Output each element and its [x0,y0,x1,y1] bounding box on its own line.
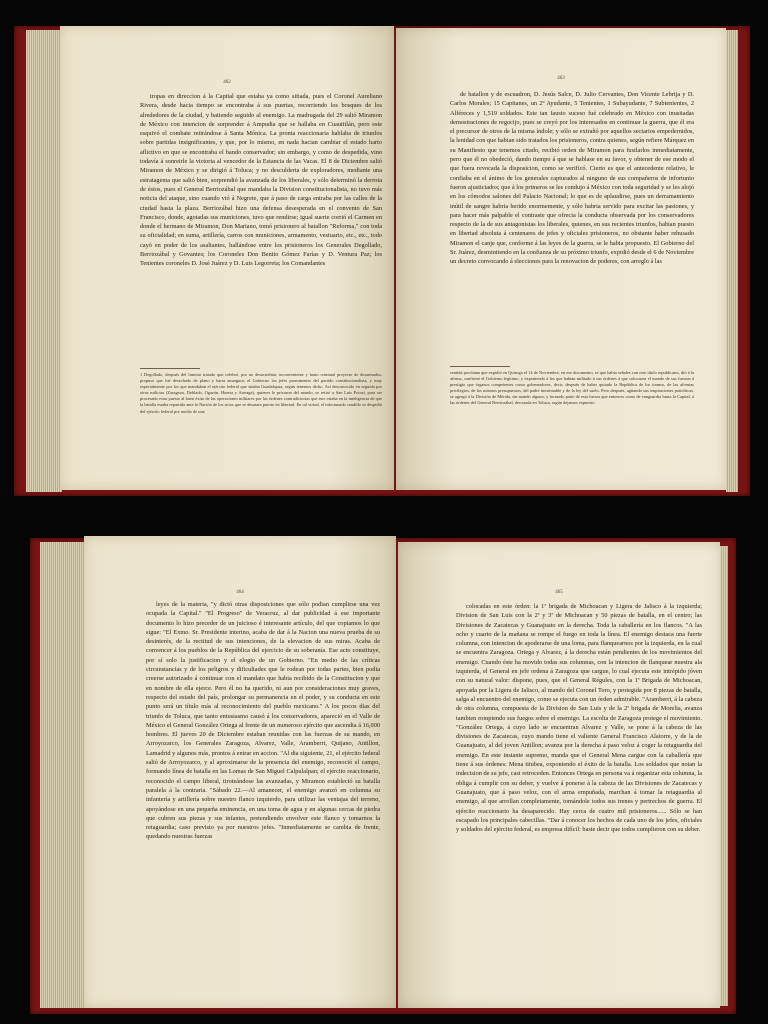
page-number: 463 [557,76,565,81]
footnote-rule [450,366,510,367]
page-edges-left [40,542,86,1008]
page-left [84,536,396,1008]
footnote-rule [140,368,200,369]
page-body-text: tropas en direccion á la Capital que estaba ya como sitiada, pues el Coronel Aureliano Rivera, desde hacia tiempo se encontraba á sus puertas, recorriendo los bosques de los alrededores de la ciudad, y batiendo seguido al enemigo. La madrugada del 29 salió Miramon de México con intencion de sorprender á Ampudia que se hallaba en Cuautitlán, pero este esquivó el combate retirándose á Santa Mónica. La pronta reaccionaria hablaba de triunfos sobre partidas insignificantes, y que, por lo mismo, en nada hacian cambiar el estado harto aflictivo en que se encontraba el bando conservador; sin embargo, y como de despedida, vino todavía á sonreirle la victoria al vencedor de la Estancia de las Vacas. El 8 de Diciembre salió Miramon de México y se dirigió á Toluca; y no desculderta de exploradores, mediante una estratagema que salió bien, sorprendió la avanzada de los liberales, y sólo determinó la derrota de éstos, pues el General Berriozábal que mandaba la Division constitucionalista, no tuvo más noticia del ataque, sino cuando vió á Negrete, que á paso de carga entraba por las calles de la ciudad hasta la plaza. Berriozábal hizo una defensa desesperada en el convento de San Francisco, donde, agotadas sus municiones, tuvo que rendirse; igual suerte corrió el Carmen en donde el hermano de Miramon, Don Mariano, tomó prisionero al batallon "Reforma," con toda su oficialidad; en suma, artillería, carros con municiones, armamento, vestuario, etc., etc., todo cayó en poder de los asaltantes, hallándose entre los prisioneros los Generales Degollado, Berriozábal y Govantes; los Coroneles Don Benito Gómez Farías y D. Ventura Paz; los Tenientes coroneles D. José Juárez y D. Luis Legorreta; los Comandantes [140,93,382,268]
book-spread-bottom [0,512,768,1024]
page-number: 465 [555,590,563,595]
page-number: 464 [236,590,244,595]
page-edges-left [26,30,62,492]
footnote-text: 1 Degollado, después del funesto tratado que celebró, por no desacreditar, inconveniente y harto criminal proyecto de desarmados, propuso que fué desechado de plano y harta amargura; el Gobierno los jefes prominentes del partido constitucionalista, y muy especialmente por los que mandaban el ejército federal que sitiaba Guadalajara, según tenemos dicho. Así desconocido en seguida por otras milicias (Zaragoza, Doblado, Ogazón, Huerta y Arteaga), quienes le privaron del mando, se retiró a San Luis Potosí, para ser procesado estar puesto al buen éxito de las operaciones militares por las órdenes contradictorias que este estaba en la inteligencia de que la batalla estaba repartida ante la Nación de los actos que se desatara puesto en libertad. En tal virtud, el infortunado caudillo se despidió del ejército federal por medio de una [140,372,382,414]
footnote-text: sentida proclama que expidió en Quiroga el 14 de Noviembre, en ese documento, se que había señales con otro título republicano, dió á la afirma, confirmó el Gobierno legítimo, y exponiendo á los que habían militado á sus órdenes á que colocasen el mando de sus fuerzas á prestigio que órganos competentes como gobernadores, decir, después de haber quitado la República de los tiranos, de las afrentas privilegios, de los mismos presupuestos, del padre inestimable y de la ley del suelo. Pero después, agitando sus inspiraciones patrióticas, se agregó á la División de Mérida, sin mando alguno, y formado parte de esta fuerza que entonces como de vanguardia hasta la Capital, á las órdenes del General Berriozábal, derrotada en Toluca, según dejamos expuesto. [450,370,694,406]
page-edges-right [726,30,738,492]
page-body-text: de batallon y de escuadron, D. Jesús Salce, D. Julio Cervantes, Don Vicente Lebrija y D. Carlos Morales; 15 Capitanes, un 2º Ayudante, 5 Tenientes, 1 Subayudante, 7 Subtenientes, 2 Alféreces y 1,519 soldados. Este tan fausto suceso fué celebrado en México con inusitadas demostraciones de regocijo, pues se creyó por los interesados en continuar la guerra, que él era el precursor de otros de la misma índole; y sólo se extrañó por aquellos sectarios empedernidos, la lenidad con que habian sido tratados los prisioneros, contra quienes, según refiere Márquez en su Manifiesto que tenemos citado, recibió orden de Miramon para fusilarlos inmediatamente, pero que él no obedeció, dando tiempo á que se hablase en su favor, y obtener de ese modo el que fuera revocada la disposicion, como se verificó. Cierto es que el antecedente relativo, le confiaba en el ánimo de los generales capturados al ninguno de sus compañeros de infortunio fueron ajusticiados; que á los primeros se les condujo á México con toda seguridad y se les alojó en los cómodos salones del Palacio Nacional; lo que es de aplaudirse, pues un derramamiento inútil de sangre habria herido enormemente, y sólo habria servido para excitar las pasiones, y para hacer más palpable el contraste que ofrecia la conducta observada por los conservadores respecto de la de sus antagonistas los liberales, quienes, en sus recientes triunfos, habian puesto en libertad absoluta á centenares de jefes y oficiales prisioneros, no obstante haber rehusado Miramon el canje que, conforme á las leyes de la guerra, se le habia propuesto. El Gobierno del Sr. Juárez, desmintiendo en la confianza de su próximo triunfo, expidió desde el 6 de Noviembre un decreto convocando á elecciones para la renovacion de poderes, con arreglo á las [450,91,694,266]
page-right [396,28,726,490]
page-number: 462 [223,80,231,85]
page-left [60,26,394,490]
page-body-text: leyes de la materia, "y dictó otras disposiciones que sólo podian cumplirse una vez ocupada la Capital." "El Progreso" de Veracruz, al dar publicidad á ese importante documento lo hizo preceder de un juicioso é interesante artículo, del que copiamos lo que sigue: "El Exmo. Sr. Presidente interino, acaba de dar á la Nacion una nueva prueba de su desinterés, de la rectitud de sus intenciones, de la elevacion de sus miras. Acaba de convencer á los pueblos de la República del ejercicio de su soberanía. Ese acto constituye, por sí solo la justificacion y el elogio de un Gobierno. "En medio de las críticas circunstancias y de los peligros y dificultades que le rodean por todas partes, bien podia creerse autorizado á continuar con el mandato que habia recibido de la Constitucion y que en nombre de ella ejerce. Pero él no ha querido, ni aun por consideraciones muy graves, respecto del estado del país, prolongar su permanencia en el poder, y su conducta en este punto será un título más al reconocimiento del pueblo mexicano." A los pocos dias del triunfo de Toluca, que tanto entusiasmo causó á los conservadores, apareció en el Valle de México el General González Ortega al frente de un numeroso ejército que ascendia á 16,000 hombres. El jueves 20 de Diciembre estaban reunidas con las fuerzas de su mando, en Arroyozarco, los Generales Zaragoza, Alvarez, Valle, Aramberri, Quijano, Antillon, Lamadrid y algunos más, prontos á entrar en accion. "Al dia siguiente, 21, el ejército federal salió de Arroyozarco, y al aproximarse de la presencia del enemigo, reconoció el campo, formando línea de batalla en las Lomas de San Miguel Calpulalpan; el ejército reaccionario, reconocido el campo liberal, tiroteándose las avanzadas, y Miramon estableció su batalla paralela á la contraria. "Sábado 22.—Al amanecer, el enemigo avanzó en columna su infantería y artillería sobre nuestro flanco izquierdo, para utilizar las ventajas del terreno, apoyándose en una pequeña eminencia, en una toma de agua y en algunas cercas de piedra que cubren sus piezas y sus infantes, pretendiendo envolver este flanco y tomarnos la retaguardia; caso previsto ya por nuestros jefes. "Inmediatamente se cambia de frente, quedando nuestras fuerzas [146,601,380,841]
page-body-text: colocadas en este órden: la 1ª brigada de Michoacan y Ligera de Jalisco á la izquierda; Division de San Luis con la 2ª y 3ª de Michoacan y 50 piezas de batalla, en el centro; las Divisiones de Zacatecas y Guanajuato en la derecha. Toda la caballería en los flancos. "A las ocho y cuarto de la mañana se rompe el fuego en toda la línea. El enemigo destaca una fuerte columna, con intencion de apoderarse de una loma, para flanquearnos por la izquierda, en la cual se encuentra Zaragoza. Ortega y Alvarez, á la derecha están pendientes de los movimientos del enemigo. Cuando éste ha movido todas sus columnas, con la intencion de flanquear nuestra ala izquierda, el General en jefe ordena á Zaragoza que cargue, lo cual ejecuta este intrépido jóven con su natural valor: dispone, pues, que el General Régules, con la 1ª Brigada de Michoacan, apoyada por la Ligera de Jalisco, al mando del Coronel Toro, y protegida por 8 piezas de batalla, salga al encuentro del enemigo, como se ejecuta con un órden admirable. "Aramberri, á la cabeza de otra columna, compuesta de la Division de San Luis y de la 2ª brigada de Morelia, avanza tambien rompiendo sus fuegos sobre el enemigo. La escolta de Zaragoza protege el movimiento. "González Ortega, á cuyo lado se encuentran Alvarez y Valle, se pone á la cabeza de las divisiones de Zacatecas, cuyo mando tiene el valiente General Francisco Alatorre, y de la de Guanajuato, al del joven Antillon; avanza por la derecha á paso veloz á coger la retaguardia del enemigo. En este instante supremo, manda que el General Mena cargue con la caballería que tiene á sus órdenes: Mena titubea, exponiendo el éxito de la batalla. Los soldados que notan la indecision de su jefe, casi retroceden. Entonces Ortega en persona va á organizar esta columna, la obliga á cumplir con su deber, y vuelve á ponerse á la cabeza de las Divisiones de Zacatecas y Guanajuato, que á paso veloz, con el arma empuñada, marchan á tomar la retaguardia al enemigo, al que arrollan completamente, tomándole todos sus trenes y pertrechos de guerra. El ejército reaccionario ha desaparecido. Hay cerca de cuatro mil prisioneros...... Sólo se han escapado los principales cabecillas. "Dar á conocer los hechos de cada uno de los jefes, oficiales y soldados del ejército federal, es empresa difícil: baste decir que todos cumplieron con su deber. [456,603,702,834]
page-right [398,542,720,1008]
